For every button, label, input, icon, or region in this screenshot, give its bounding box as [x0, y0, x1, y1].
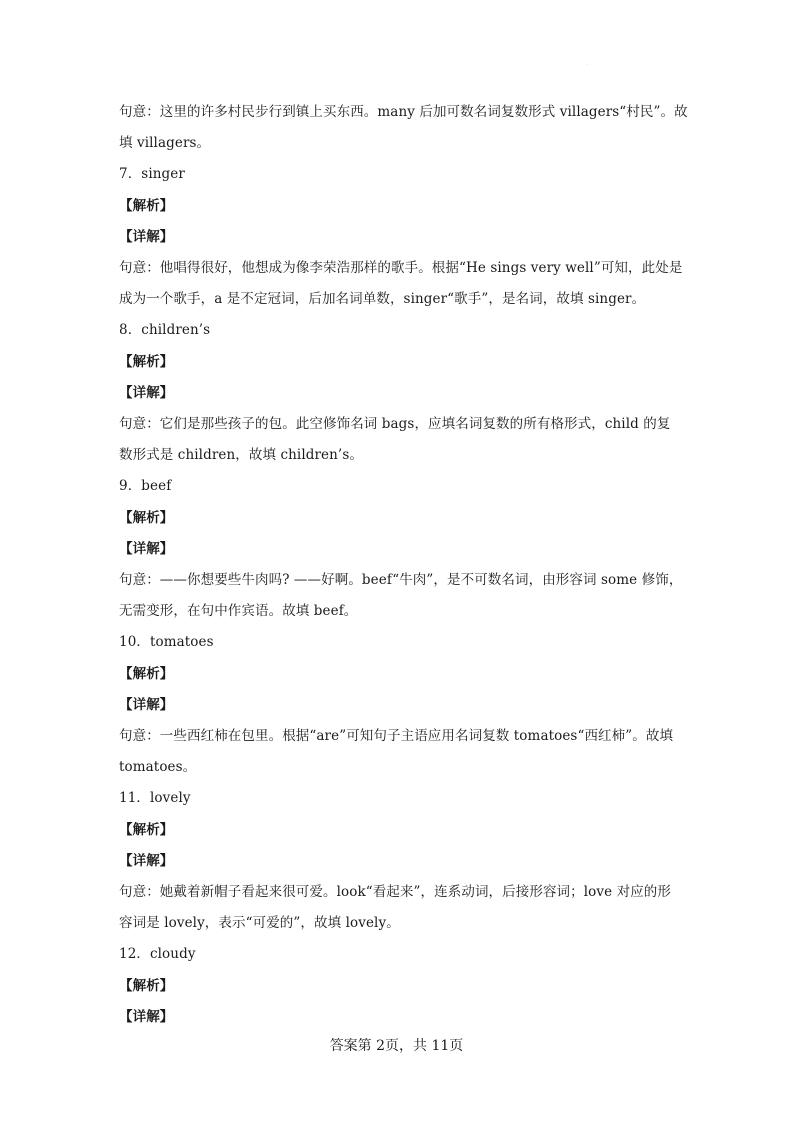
section-heading: 【解析】	[119, 509, 174, 526]
section-heading: 【详解】	[119, 384, 174, 401]
section-heading: 【解析】	[119, 665, 174, 682]
answer-item: 7．singer	[119, 166, 185, 183]
body-text-line: 成为一个歌手，a 是不定冠词，后加名词单数，singer“歌手”，是名词，故填 singer。	[119, 291, 646, 308]
body-text-line: 句意：一些西红柿在包里。根据“are”可知句子主语应用名词复数 tomatoes“西红柿”。故填	[119, 728, 674, 745]
body-text-line: tomatoes。	[119, 759, 197, 776]
answer-item: 12．cloudy	[119, 946, 196, 963]
body-text-line: 句意：——你想要些牛肉吗? ——好啊。beef“牛肉”，是不可数名词，由形容词 some 修饰，	[119, 572, 683, 589]
section-heading: 【解析】	[119, 821, 174, 838]
section-heading: 【详解】	[119, 696, 174, 713]
section-heading: 【详解】	[119, 228, 174, 245]
body-text-line: 容词是 lovely，表示“可爱的”，故填 lovely。	[119, 915, 400, 932]
page-top-mark: ·	[586, 62, 588, 69]
answer-content	[119, 97, 688, 1033]
body-text-line: 句意：它们是那些孩子的包。此空修饰名词 bags，应填名词复数的所有格形式，child 的复	[119, 416, 671, 433]
section-heading: 【解析】	[119, 197, 174, 214]
body-text-line: 数形式是 children，故填 children’s。	[119, 447, 363, 464]
body-text-line: 填 villagers。	[119, 135, 211, 152]
body-text-line: 无需变形，在句中作宾语。故填 beef。	[119, 603, 358, 620]
answer-item: 9．beef	[119, 478, 172, 495]
section-heading: 【解析】	[119, 977, 174, 994]
body-text-line: 句意：这里的许多村民步行到镇上买东西。many 后加可数名词复数形式 villagers“村民”。故	[119, 104, 688, 120]
answer-item: 8．children’s	[119, 322, 211, 339]
page-footer: 答案第 2页，共 11页	[329, 1038, 464, 1054]
body-text-line: 句意：他唱得很好，他想成为像李荣浩那样的歌手。根据“He sings very well”可知，此处是	[119, 260, 683, 277]
section-heading: 【详解】	[119, 540, 174, 557]
section-heading: 【解析】	[119, 353, 174, 370]
section-heading: 【详解】	[119, 852, 174, 869]
answer-item: 11．lovely	[119, 790, 191, 807]
section-heading: 【详解】	[119, 1008, 174, 1025]
body-text-line: 句意：她戴着新帽子看起来很可爱。look“看起来”，连系动词，后接形容词；love 对应的形	[119, 884, 672, 901]
answer-item: 10．tomatoes	[119, 634, 214, 651]
